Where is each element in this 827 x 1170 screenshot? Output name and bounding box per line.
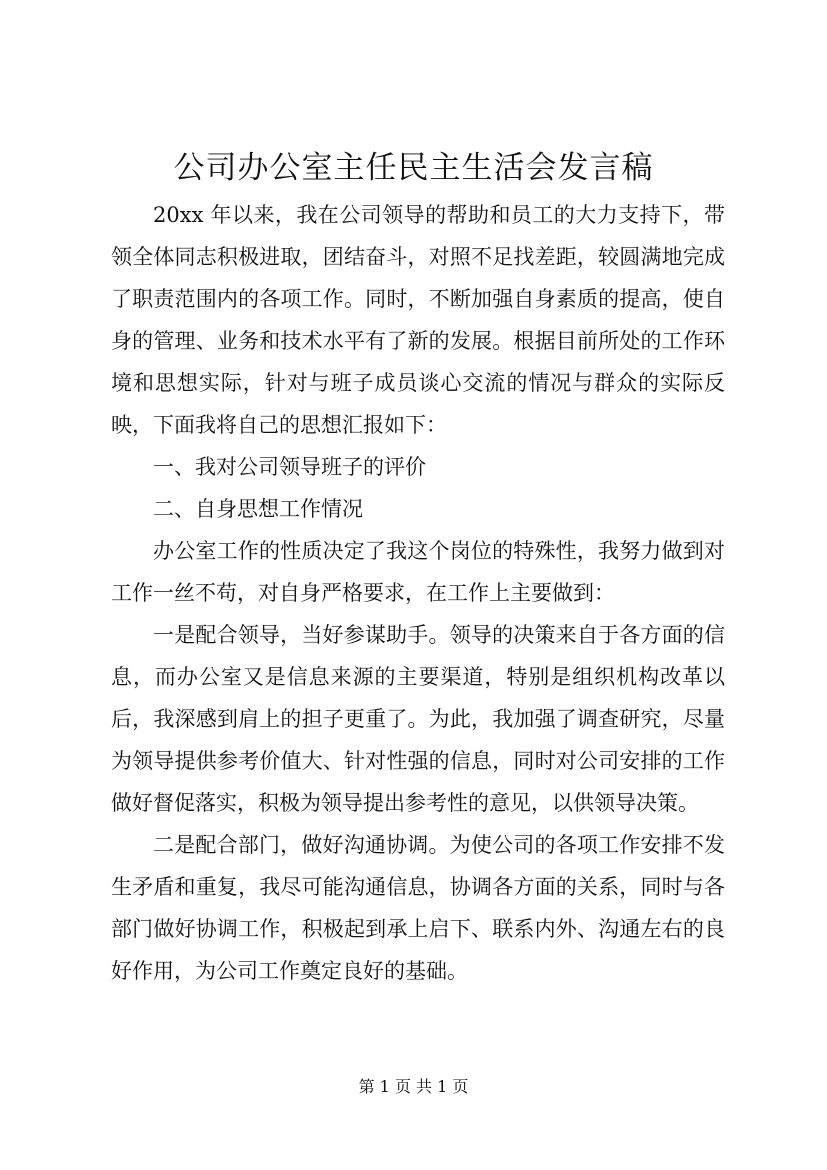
paragraph-point-2: 二是配合部门，做好沟通协调。为使公司的各项工作安排不发生矛盾和重复，我尽可能沟通信息，协调各方面的关系，同时与各部门做好协调工作，积极起到承上启下、联系内外、沟通左右的良好作用，为公司工作奠定良好的基础。 xyxy=(111,833,725,983)
document-body xyxy=(111,194,725,992)
section-heading-2: 二、自身思想工作情况 xyxy=(153,497,363,521)
section-heading-1: 一、我对公司领导班子的评价 xyxy=(153,455,426,479)
page-footer: 第 1 页 共 1 页 xyxy=(358,1077,469,1096)
paragraph-point-1: 一是配合领导，当好参谋助手。领导的决策来自于各方面的信息，而办公室又是信息来源的主要渠道，特别是组织机构改革以后，我深感到肩上的担子更重了。为此，我加强了调查研究，尽量为领导提供参考价值大、针对性强的信息，同时对公司安排的工作做好督促落实，积极为领导提出参考性的意见，以供领导决策。 xyxy=(111,623,725,815)
document-title: 公司办公室主任民主生活会发言稿 xyxy=(173,150,654,186)
paragraph-intro: 20xx 年以来，我在公司领导的帮助和员工的大力支持下，带领全体同志积极进取，团结奋斗，对照不足找差距，较圆满地完成了职责范围内的各项工作。同时，不断加强自身素质的提高，使自身的管理、业务和技术水平有了新的发展。根据目前所处的工作环境和思想实际，针对与班子成员谈心交流的情况与群众的实际反映，下面我将自己的思想汇报如下： xyxy=(111,203,725,437)
paragraph-work-nature: 办公室工作的性质决定了我这个岗位的特殊性，我努力做到对工作一丝不苟，对自身严格要求，在工作上主要做到： xyxy=(111,539,725,605)
